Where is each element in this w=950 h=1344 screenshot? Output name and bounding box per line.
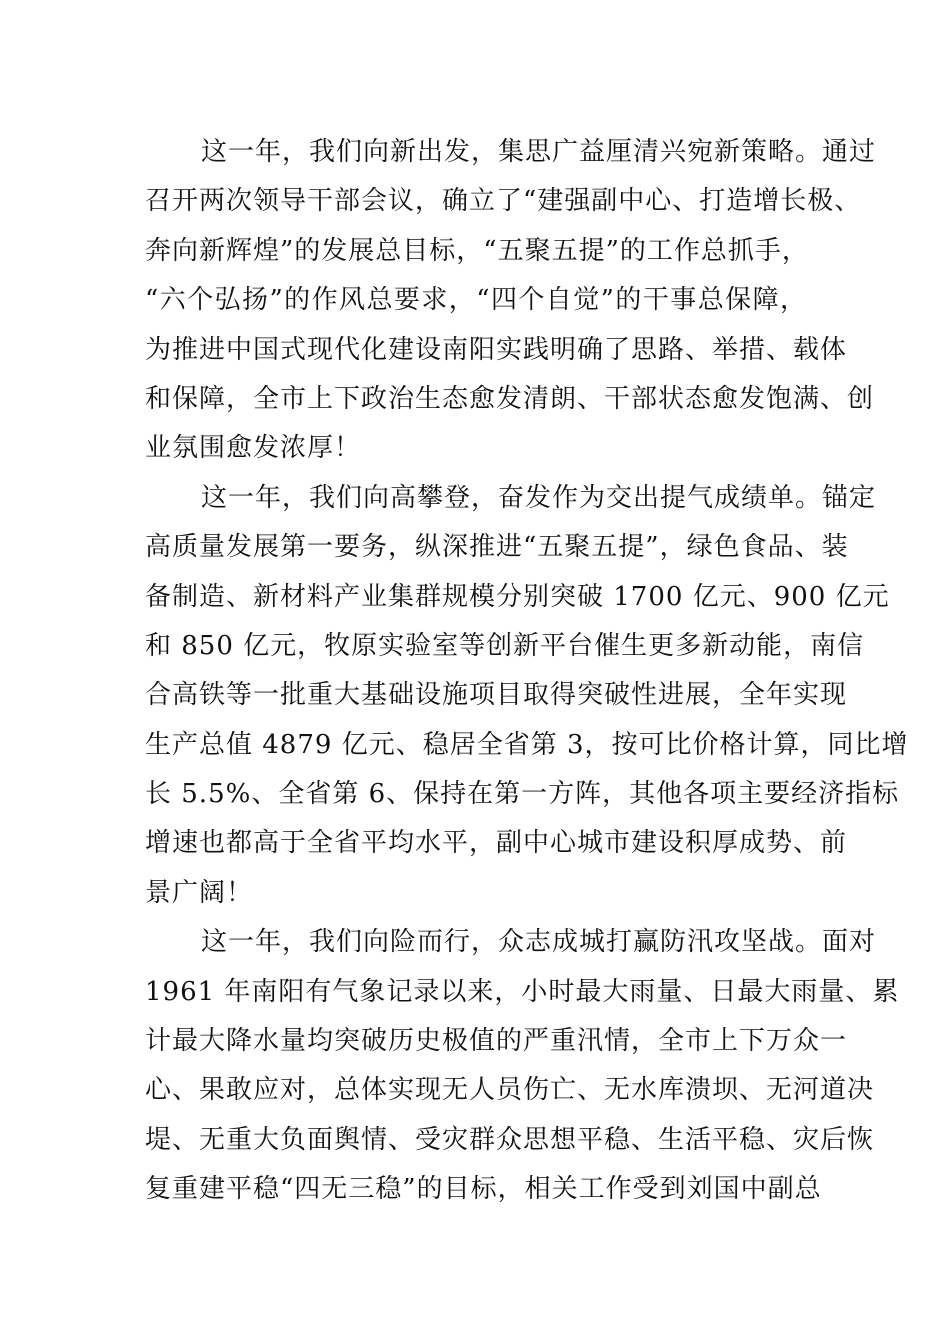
paragraph-line: 备制造、新材料产业集群规模分别突破 1700 亿元、900 亿元 xyxy=(145,581,890,612)
paragraph-line: 业氛围愈发浓厚！ xyxy=(145,433,362,464)
paragraph-line: 长 5.5%、全省第 6、保持在第一方阵，其他各项主要经济指标 xyxy=(145,779,900,810)
paragraph-line: 复重建平稳“四无三稳”的目标，相关工作受到刘国中副总 xyxy=(145,1174,822,1205)
document-body xyxy=(145,128,909,1215)
paragraph-line: 合高铁等一批重大基础设施项目取得突破性进展，全年实现 xyxy=(145,680,848,711)
paragraph-line: 生产总值 4879 亿元、稳居全省第 3，按可比价格计算，同比增 xyxy=(145,729,909,760)
paragraph-line: 奔向新辉煌”的发展总目标，“五聚五提”的工作总抓手， xyxy=(145,235,809,266)
paragraph-1 xyxy=(145,128,877,474)
paragraph-line: 景广阔！ xyxy=(145,877,254,908)
paragraph-line: 增速也都高于全省平均水平，副中心城市建设积厚成势、前 xyxy=(145,828,848,859)
paragraph-line: 高质量发展第一要务，纵深推进“五聚五提”，绿色食品、装 xyxy=(145,532,849,563)
paragraph-line: 和保障，全市上下政治生态愈发清朗、干部状态愈发饱满、创 xyxy=(145,383,875,414)
paragraph-line: 召开两次领导干部会议，确立了“建强副中心、打造增长极、 xyxy=(145,186,862,217)
paragraph-3 xyxy=(145,918,900,1214)
paragraph-line: 计最大降水量均突破历史极值的严重汛情，全市上下万众一 xyxy=(145,1026,848,1057)
paragraph-line: 和 850 亿元，牧原实验室等创新平台催生更多新动能，南信 xyxy=(145,630,865,661)
paragraph-line: 堤、无重大负面舆情、受灾群众思想平稳、生活平稳、灾后恢 xyxy=(145,1124,875,1155)
paragraph-line: “六个弘扬”的作风总要求，“四个自觉”的干事总保障， xyxy=(145,285,807,316)
paragraph-line: 心、果敢应对，总体实现无人员伤亡、无水库溃坝、无河道决 xyxy=(145,1075,875,1106)
paragraph-line: 为推进中国式现代化建设南阳实践明确了思路、举措、载体 xyxy=(145,334,848,365)
paragraph-line: 1961 年南阳有气象记录以来，小时最大雨量、日最大雨量、累 xyxy=(145,976,900,1007)
paragraph-2 xyxy=(145,474,909,919)
paragraph-line: 这一年，我们向高攀登，奋发作为交出提气成绩单。锚定 xyxy=(201,482,877,513)
paragraph-line: 这一年，我们向新出发，集思广益厘清兴宛新策略。通过 xyxy=(201,137,877,167)
paragraph-line: 这一年，我们向险而行，众志成城打赢防汛攻坚战。面对 xyxy=(201,927,877,958)
